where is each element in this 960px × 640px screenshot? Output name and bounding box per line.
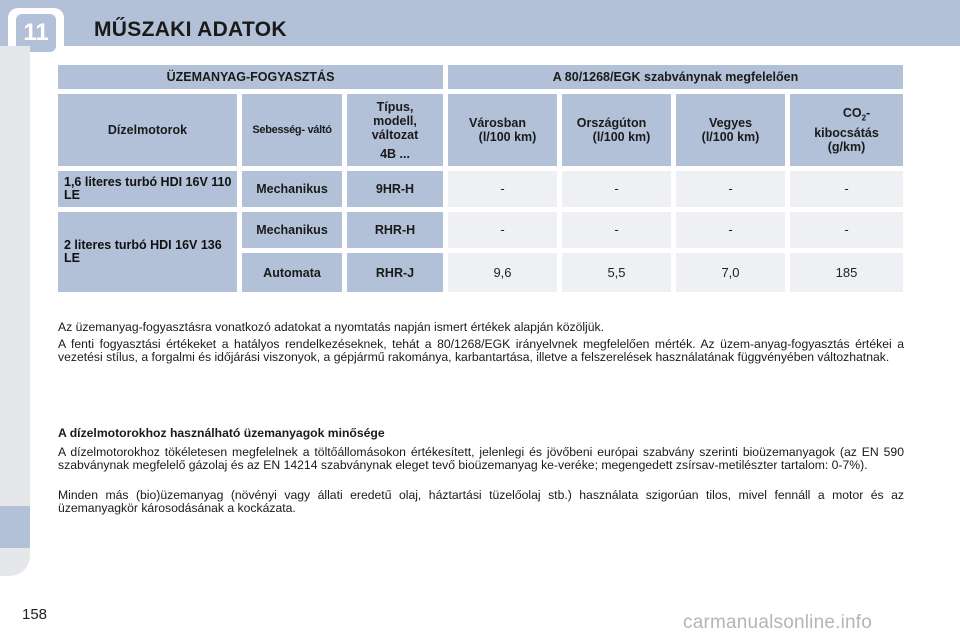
co2-label — [843, 106, 870, 126]
mixed-label: Vegyes — [708, 116, 753, 130]
row-3-road: 5,5 — [562, 253, 671, 292]
type-line-1: Típus, — [376, 99, 414, 114]
col-header-co2 — [790, 94, 903, 166]
row-3-gearbox: Automata — [242, 253, 342, 292]
co2-emission: kibocsátás — [814, 125, 879, 140]
table-group-standard: A 80/1268/EGK szabványnak megfelelően — [448, 65, 903, 89]
paragraph-measurement: A fenti fogyasztási értékeket a hatályos rendelkezéseknek, tehát a 80/1268/EGK irányelvnek megfelelően mérték. Az üzem-anyag-fogyasztás értékei a vezetési stílus, a forgalmi és időjárási viszonyok, a gépjármű rakománya, karbantartása, illetve a felszerelések használatának függvényében változhatnak. — [58, 337, 904, 364]
road-label: Országúton — [576, 116, 647, 130]
col-header-city — [448, 94, 557, 166]
col-header-mixed — [676, 94, 785, 166]
col-header-type — [347, 94, 443, 166]
row-3-type: RHR-J — [347, 253, 443, 292]
row-1-type: 9HR-H — [347, 171, 443, 207]
row-1-co2: - — [790, 171, 903, 207]
row-2-type: RHR-H — [347, 212, 443, 248]
row-2-engine: 2 literes turbó HDI 16V 136 LE — [58, 212, 237, 292]
col-header-engine: Dízelmotorok — [58, 94, 237, 166]
type-line-4: 4B ... — [380, 146, 410, 161]
section-heading-fuel-quality: A dízelmotorokhoz használható üzemanyagok minősége — [58, 426, 385, 440]
page-title: MŰSZAKI ADATOK — [94, 18, 287, 41]
co2-text: CO — [842, 106, 862, 121]
row-1-gearbox: Mechanikus — [242, 171, 342, 207]
table-group-consumption: ÜZEMANYAG-FOGYASZTÁS — [58, 65, 443, 89]
co2-subscript: 2 — [861, 113, 867, 123]
row-1-engine: 1,6 literes turbó HDI 16V 110 LE — [58, 171, 237, 207]
type-line-3: változat — [371, 127, 419, 142]
type-line-2: modell, — [373, 113, 417, 128]
row-1-mixed: - — [676, 171, 785, 207]
page-number: 158 — [22, 606, 48, 623]
row-2-co2: - — [790, 212, 903, 248]
row-2-mixed: - — [676, 212, 785, 248]
row-1-road: - — [562, 171, 671, 207]
paragraph-prohibited-fuels: Minden más (bio)üzemanyag (növényi vagy állati eredetű olaj, háztartási tüzelőolaj stb.) használata szigorúan tilos, mivel fennáll a motor és az üzemanyagkör károsodásának a kockázata. — [58, 488, 904, 515]
col-header-road — [562, 94, 671, 166]
row-2-gearbox: Mechanikus — [242, 212, 342, 248]
paragraph-data-source: Az üzemanyag-fogyasztásra vonatkozó adatokat a nyomtatás napján ismert értékek alapján közöljük. — [58, 320, 605, 334]
left-margin-tab — [0, 506, 30, 548]
paragraph-biofuels: A dízelmotorokhoz tökéletesen megfelelnek a töltőállomásokon értékesített, jelenlegi és jövőbeni európai szabvány szerinti bioüzemanyagok (az EN 590 szabványnak megfelelő gázolaj és az EN 14214 szabványnak eleget tevő bioüzemanyag ke-veréke; megengedett zsírsav-metilészter tartalom: 0-7%). — [58, 445, 904, 472]
row-3-co2: 185 — [790, 253, 903, 292]
city-label: Városban — [469, 116, 526, 130]
row-2-city: - — [448, 212, 557, 248]
row-1-city: - — [448, 171, 557, 207]
row-2-road: - — [562, 212, 671, 248]
co2-unit: (g/km) — [827, 139, 866, 154]
road-unit: (l/100 km) — [592, 130, 651, 144]
chapter-badge: 11 — [16, 14, 56, 52]
row-3-city: 9,6 — [448, 253, 557, 292]
row-3-mixed: 7,0 — [676, 253, 785, 292]
mixed-unit: (l/100 km) — [701, 130, 760, 144]
city-unit: (l/100 km) — [478, 130, 537, 144]
watermark: carmanualsonline.info — [683, 612, 873, 633]
left-margin-rail — [0, 46, 30, 576]
col-header-gearbox: Sebesség- váltó — [242, 94, 342, 166]
co2-dash: - — [866, 106, 871, 121]
